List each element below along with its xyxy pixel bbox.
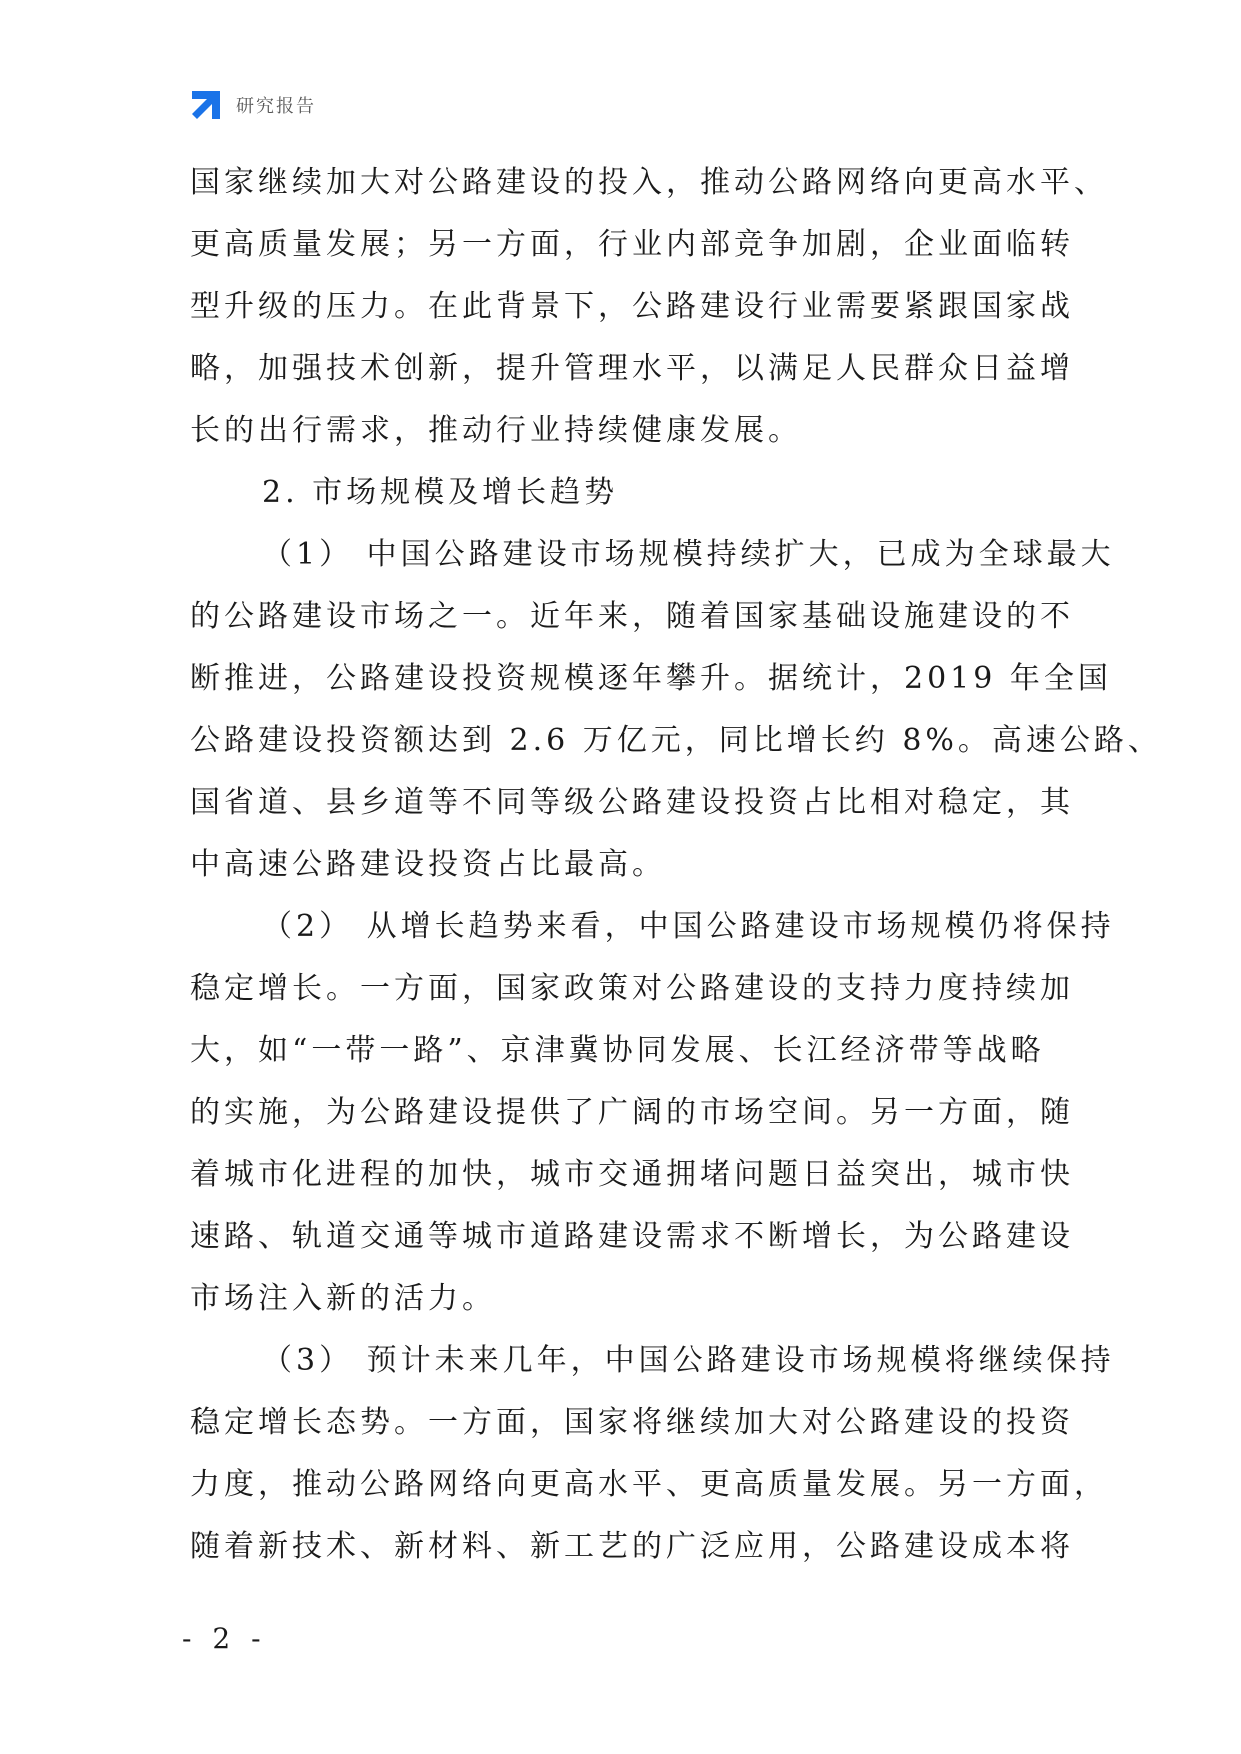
text-line: 公路建设投资额达到 2.6 万亿元，同比增长约 8%。高速公路、: [190, 723, 1162, 758]
text-line: 大，如“一带一路”、京津冀协同发展、长江经济带等战略: [190, 1033, 1045, 1068]
text-line: （3） 预计未来几年，中国公路建设市场规模将继续保持: [262, 1343, 1115, 1378]
text-line: （2） 从增长趋势来看，中国公路建设市场规模仍将保持: [262, 909, 1115, 944]
text-line: 市场注入新的活力。: [190, 1281, 496, 1316]
text-line: 稳定增长。一方面，国家政策对公路建设的支持力度持续加: [190, 971, 1074, 1006]
text-line: 的公路建设市场之一。近年来，随着国家基础设施建设的不: [190, 599, 1074, 634]
document-body: [190, 152, 1162, 1578]
text-line: 型升级的压力。在此背景下，公路建设行业需要紧跟国家战: [190, 289, 1074, 324]
text-line: 速路、轨道交通等城市道路建设需求不断增长，为公路建设: [190, 1219, 1074, 1254]
text-line: 断推进，公路建设投资规模逐年攀升。据统计，2019 年全国: [190, 661, 1112, 696]
page-header: [190, 88, 316, 122]
text-line: 着城市化进程的加快，城市交通拥堵问题日益突出，城市快: [190, 1157, 1074, 1192]
text-line: 力度，推动公路网络向更高水平、更高质量发展。另一方面，: [190, 1467, 1108, 1502]
text-line: 中高速公路建设投资占比最高。: [190, 847, 666, 882]
text-line: （1） 中国公路建设市场规模持续扩大，已成为全球最大: [262, 537, 1115, 572]
header-title: 研究报告: [236, 96, 316, 117]
text-line: 稳定增长态势。一方面，国家将继续加大对公路建设的投资: [190, 1405, 1074, 1440]
text-line: 长的出行需求，推动行业持续健康发展。: [190, 413, 802, 448]
text-line: 的实施，为公路建设提供了广阔的市场空间。另一方面，随: [190, 1095, 1074, 1130]
text-line: 更高质量发展；另一方面，行业内部竞争加剧，企业面临转: [190, 227, 1074, 262]
text-line: 2. 市场规模及增长趋势: [262, 475, 619, 510]
page-number: - 2 -: [182, 1622, 267, 1655]
arrow-logo-icon: [190, 89, 222, 121]
text-line: 随着新技术、新材料、新工艺的广泛应用，公路建设成本将: [190, 1529, 1074, 1564]
text-line: 略，加强技术创新，提升管理水平，以满足人民群众日益增: [190, 351, 1074, 386]
text-line: 国省道、县乡道等不同等级公路建设投资占比相对稳定，其: [190, 785, 1074, 820]
text-line: 国家继续加大对公路建设的投入，推动公路网络向更高水平、: [190, 165, 1108, 200]
